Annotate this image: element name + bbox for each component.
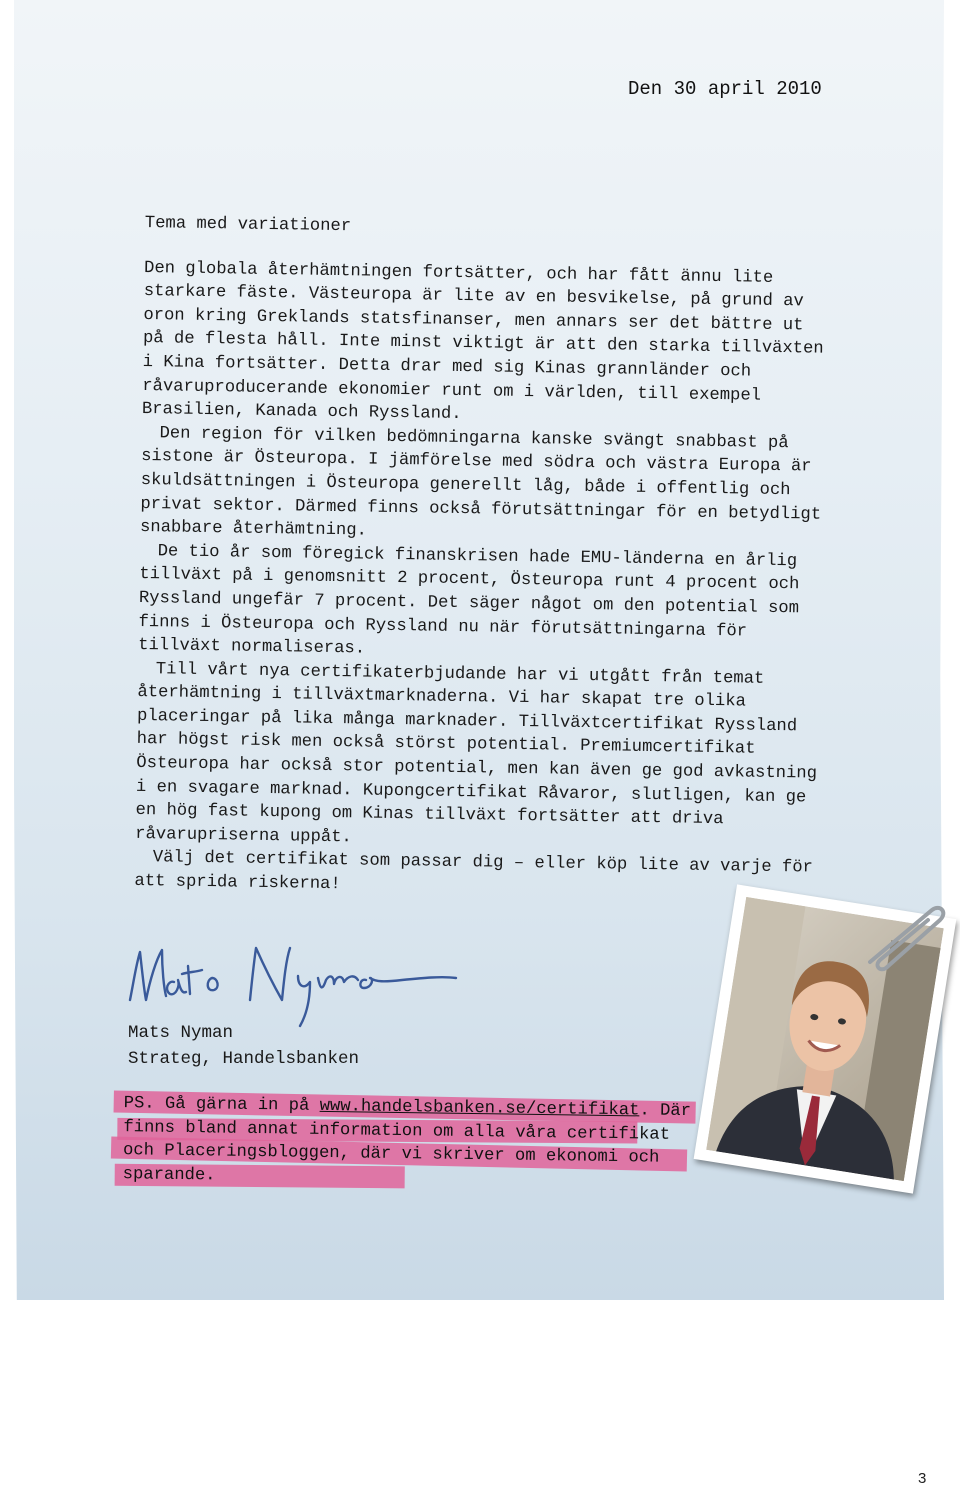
letter-paragraph-5: Välj det certifikat som passar dig – eller köp lite av varje för att sprida riskerna!: [134, 848, 814, 895]
letter-paragraph-2: Den region för vilken bedömningarna kanske svängt snabbast på sistone är Östeuropa. I jämförelse med södra och västra Europa är skuldsättningen i Östeuropa generellt låg, både i offentlig och privat sektor. Därmed finns också förutsättningar för en betydligt snabbare återhämtning.: [139, 424, 822, 541]
ps-suffix: . Där finns bland annat information om alla våra certifikat och Placeringsbloggen, där vi skriver om ekonomi och sparande.: [122, 1101, 692, 1185]
ps-url-link[interactable]: www.handelsbanken.se/certifikat: [319, 1096, 640, 1121]
letter-title: Tema med variationer: [144, 213, 352, 237]
ps-prefix: PS. Gå gärna in på: [123, 1094, 320, 1116]
signer-role: Strateg, Handelsbanken: [128, 1049, 360, 1069]
letter-body: [134, 212, 835, 904]
letter-paragraph-4: Till vårt nya certifikaterbjudande har vi utgått från temat återhämtning i tillväxtmarknaderna. Vi har skapat tre olika placeringar på lika många marknader. Tillväxtcertifikat Ryssland har högst risk men också störst potential. Premiumcertifikat Östeuropa har också stor potential, men kan även ge god avkastning i en svagare marknad. Kupongcertifikat Råvaror, slutligen, kan ge en hög fast kupong om Kinas tillväxt fortsätter att driva råvarupriserna uppåt.: [135, 659, 818, 848]
paperclip-icon: [850, 892, 950, 982]
letter-date: Den 30 april 2010: [628, 78, 822, 100]
signer-name: Mats Nyman: [128, 1023, 234, 1043]
letter-paragraph-1: Den globala återhämtningen fortsätter, och har fått ännu lite starkare fäste. Västeuropa är lite av en besvikelse, på grund av oron kring Greklands statsfinanser, men annars ser det bättre ut på de flesta håll. Inte minst viktigt är att den starka tillväxten i Kina fortsätter. Detta drar med sig Kinas grannländer och råvaruproducerande ekonomier runt om i världen, till exempel Brasilien, Kanada och Ryssland.: [141, 258, 824, 425]
page-number: 3: [918, 1470, 927, 1487]
ps-section: [110, 1082, 712, 1240]
signer-block: [128, 1020, 359, 1072]
letter-paragraph-3: De tio år som föregick finanskrisen hade EMU-länderna en årlig tillväxt på i genomsnitt 2 procent, Östeuropa runt 4 procent och Ryssland ungefär 7 procent. Det säger något om den potential som finns i Östeuropa och Ryssland nu när förutsättningarna för tillväxt normaliseras.: [138, 541, 800, 659]
ps-text: [123, 1092, 704, 1194]
